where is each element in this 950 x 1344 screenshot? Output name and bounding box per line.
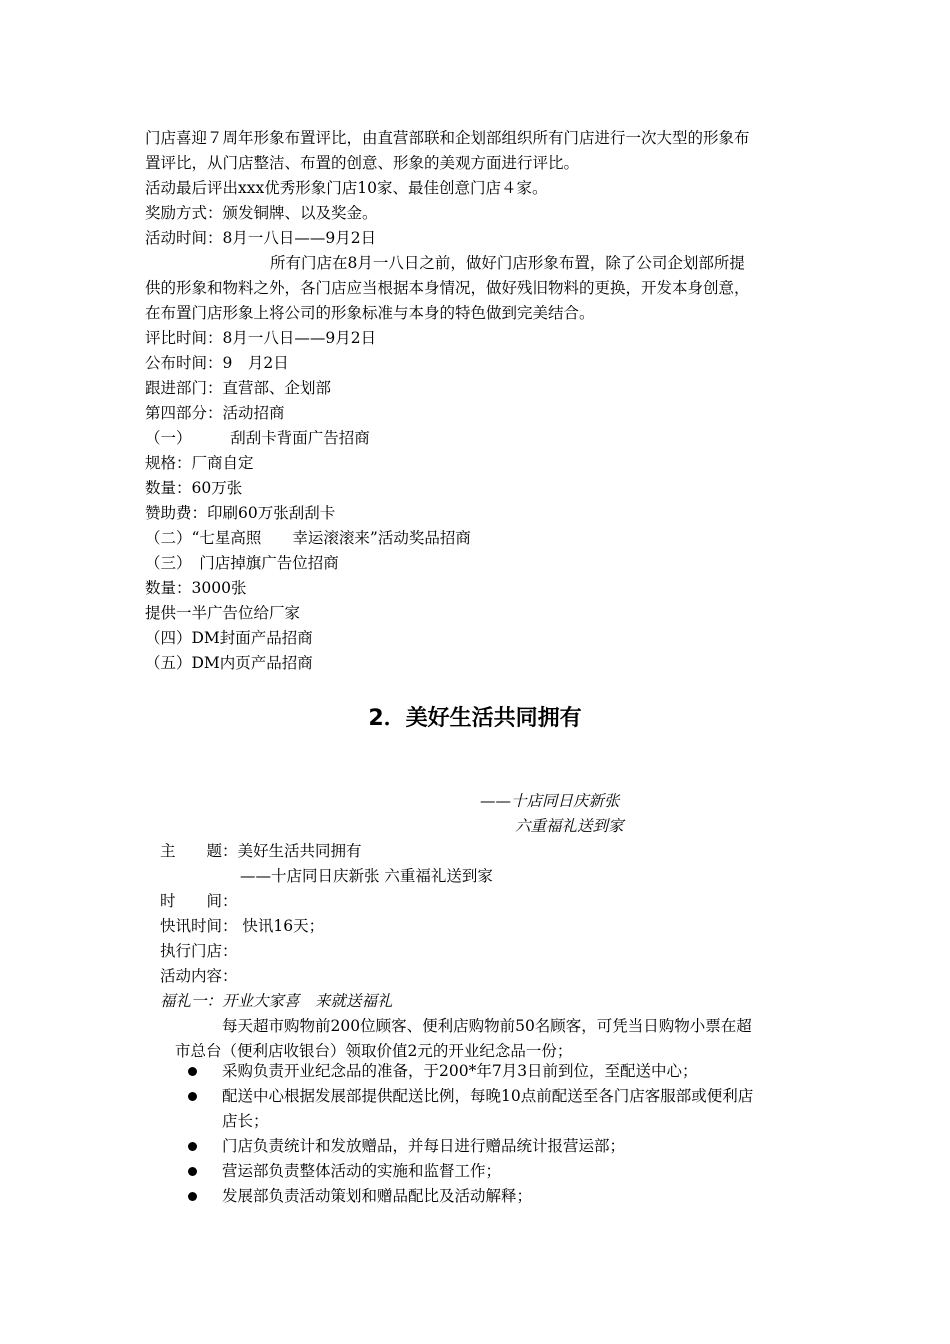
paragraph-line: 奖励方式：颁发铜牌、以及奖金。 <box>145 204 378 222</box>
list-item: （五）DM内页产品招商 <box>145 654 313 672</box>
paragraph-line: 供的形象和物料之外，各门店应当根据本身情况，做好残旧物料的更换，开发本身创意， <box>145 279 750 297</box>
paragraph-line: 数量：3000张 <box>145 579 247 597</box>
bullet-item: 发展部负责活动策划和赠品配比及活动解释； <box>222 1187 533 1205</box>
list-item: （四）DM封面产品招商 <box>145 629 313 647</box>
paragraph-line: 评比时间：8月一八日——9月2日 <box>145 329 377 347</box>
list-item: （二）“七星高照 幸运滚滚来”活动奖品招商 <box>145 529 471 547</box>
section-title: 2．美好生活共同拥有 <box>368 706 582 731</box>
bullet-icon <box>188 1192 197 1201</box>
bullet-icon <box>188 1142 197 1151</box>
paragraph-line: 公布时间：9 月2日 <box>145 354 289 372</box>
bullet-item: 营运部负责整体活动的实施和监督工作； <box>222 1162 502 1180</box>
gift-heading: 福礼一：开业大家喜 来就送福礼 <box>160 992 393 1010</box>
paragraph-line: 赞助费：印刷60万张刮刮卡 <box>145 504 336 522</box>
list-item: （三） 门店掉旗广告位招商 <box>145 554 339 572</box>
paragraph-line: 跟进部门：直营部、企划部 <box>145 379 332 397</box>
time-label: 时 间： <box>160 892 238 910</box>
bullet-item-continuation: 店长； <box>222 1112 269 1130</box>
paragraph-line: 每天超市购物前200位顾客、便利店购物前50名顾客，可凭当日购物小票在超 <box>222 1017 752 1035</box>
bullet-icon <box>188 1067 197 1076</box>
bullet-item: 配送中心根据发展部提供配送比例，每晚10点前配送至各门店客服部或便利店 <box>222 1087 754 1105</box>
bullet-icon <box>188 1167 197 1176</box>
paragraph-line: 市总台（便利店收银台）领取价值2元的开业纪念品一份； <box>175 1042 573 1060</box>
list-item: （一） 刮刮卡背面广告招商 <box>145 429 370 447</box>
paragraph-line: 数量：60万张 <box>145 479 243 497</box>
paragraph-line: 门店喜迎７周年形象布置评比，由直营部联和企划部组织所有门店进行一次大型的形象布 <box>145 129 750 147</box>
paragraph-line: 所有门店在8月一八日之前，做好门店形象布置，除了公司企划部所提 <box>270 254 745 272</box>
subtitle-line: ——十店同日庆新张 <box>480 792 620 810</box>
flash-time-label: 快讯时间： 快讯16天； <box>160 917 325 935</box>
bullet-icon <box>188 1092 197 1101</box>
paragraph-line: 在布置门店形象上将公司的形象标准与本身的特色做到完美结合。 <box>145 304 595 322</box>
content-label: 活动内容： <box>160 967 238 985</box>
section-heading: 第四部分：活动招商 <box>145 404 285 422</box>
bullet-item: 采购负责开业纪念品的准备，于200*年7月3日前到位，至配送中心； <box>222 1062 698 1080</box>
stores-label: 执行门店： <box>160 942 238 960</box>
paragraph-line: 置评比，从门店整洁、布置的创意、形象的美观方面进行评比。 <box>145 154 580 172</box>
subtitle-line: 六重福礼送到家 <box>515 817 624 835</box>
theme-continuation: ——十店同日庆新张 六重福礼送到家 <box>240 867 493 885</box>
paragraph-line: 活动时间：8月一八日——9月2日 <box>145 229 377 247</box>
paragraph-line: 活动最后评出xxx优秀形象门店10家、最佳创意门店４家。 <box>145 179 548 197</box>
theme-label: 主 题：美好生活共同拥有 <box>160 842 362 860</box>
bullet-item: 门店负责统计和发放赠品，并每日进行赠品统计报营运部； <box>222 1137 626 1155</box>
paragraph-line: 规格：厂商自定 <box>145 454 254 472</box>
paragraph-line: 提供一半广告位给厂家 <box>145 604 301 622</box>
